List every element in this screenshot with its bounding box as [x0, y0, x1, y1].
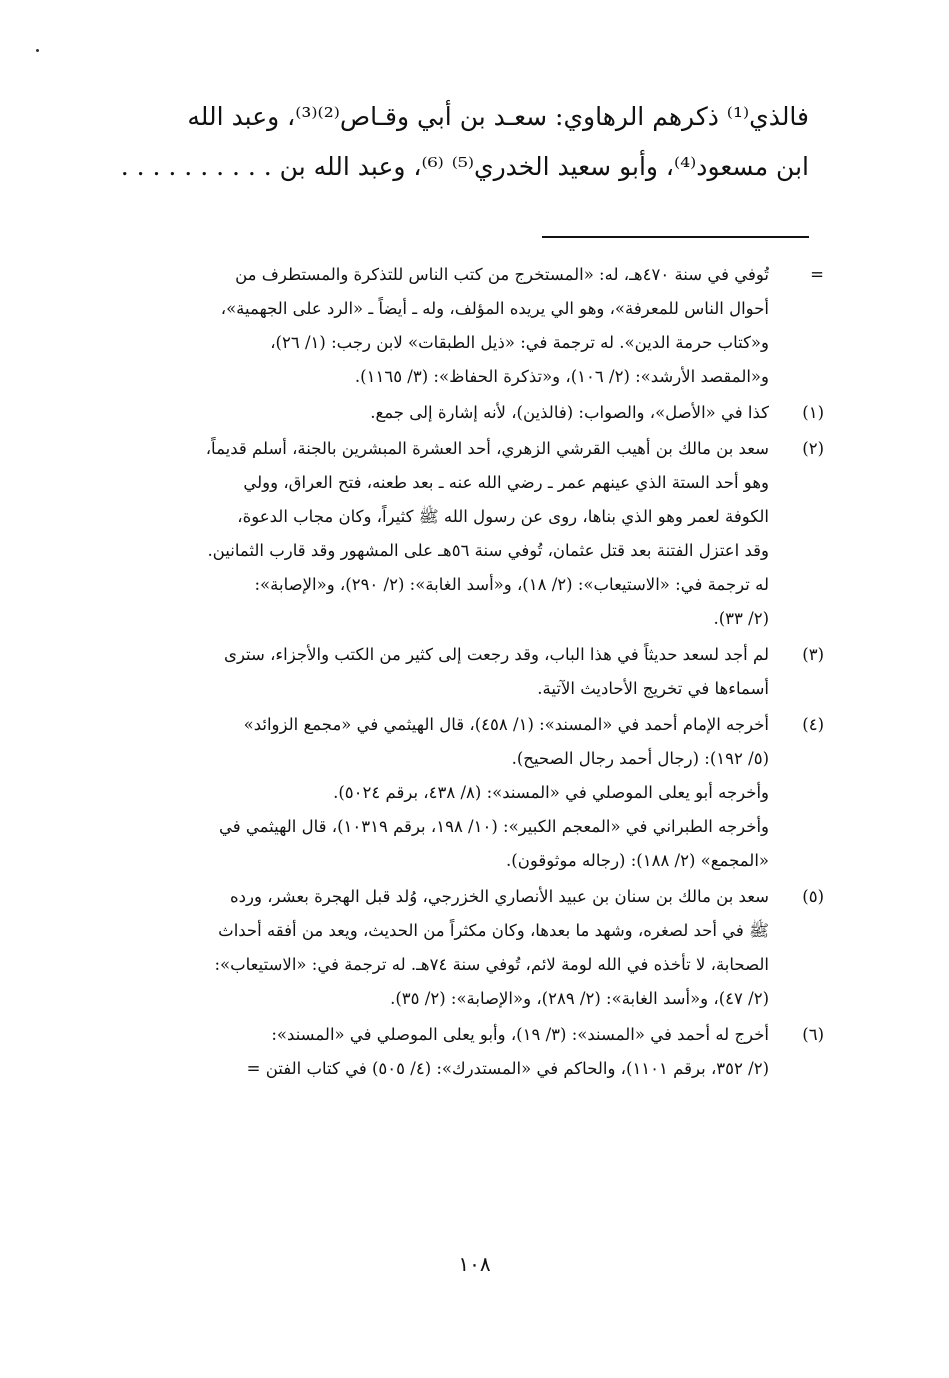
footnotes [110, 258, 824, 1088]
footnote-line: تُوفي في سنة ٤٧٠هـ، له: «المستخرج من كتب الناس للتذكرة والمستطرف من [235, 265, 769, 284]
footnote-line: أسماءها في تخريج الأحاديث الآتية. [537, 679, 769, 698]
footnote-6 [110, 1018, 824, 1086]
footnote-marker: (٣) [802, 645, 824, 664]
footnote-line: أحوال الناس للمعرفة»، وهو الي يريده المؤلف، وله ـ أيضاً ـ «الرد على الجهمية»، [220, 299, 769, 318]
footnote-line: الكوفة لعمر وهو الذي بناها، روى عن رسول الله ﷺ كثيراً، وكان مجاب الدعوة، [237, 507, 769, 526]
footnote-line: له ترجمة في: «الاستيعاب»: (٢/ ١٨)، و«أسد الغابة»: (٢/ ٢٩٠)، و«الإصابة»: [254, 575, 769, 594]
footnote-marker: (٥) [802, 887, 824, 906]
footnote-4 [110, 708, 824, 878]
footnote-line: سعد بن مالك بن أهيب القرشي الزهري، أحد العشرة المبشرين بالجنة، أسلم قديماً، [205, 439, 769, 458]
footnote-marker: (٦) [802, 1025, 824, 1044]
footnote-line: وهو أحد الستة الذي عينهم عمر ـ رضي الله عنه ـ بعد طعنه، فتح العراق، وولي [243, 473, 769, 492]
footnote-marker: = [810, 265, 824, 284]
footnote-marker: (٢) [802, 439, 824, 458]
footnote-line: و«كتاب حرمة الدين». له ترجمة في: «ذيل الطبقات» لابن رجب: (١/ ٢٦)، [270, 333, 769, 352]
footnote-line: (٢/ ٤٧)، و«أسد الغابة»: (٢/ ٢٨٩)، و«الإصابة»: (٢/ ٣٥). [390, 989, 769, 1008]
scan-speck [36, 49, 39, 52]
main-text [100, 92, 809, 192]
footnote-line: الصحابة، لا تأخذه في الله لومة لائم، تُوفي سنة ٧٤هـ. له ترجمة في: «الاستيعاب»: [214, 955, 769, 974]
main-text-line: فالذي⁽¹⁾ ذكرهم الرهاوي: سعـد بن أبي وقـاص⁽²⁾⁽³⁾، وعبد الله [187, 102, 809, 131]
footnote-divider [542, 236, 809, 238]
footnote-line: (٢/ ٣٥٢، برقم ١١٠١)، والحاكم في «المستدرك»: (٤/ ٥٠٥) في كتاب الفتن = [246, 1059, 769, 1078]
footnote-line: (٥/ ١٩٢): (رجال أحمد رجال الصحيح). [511, 749, 769, 768]
footnote-line: ﷺ في أحد لصغره، وشهد ما بعدها، وكان مكثراً من الحديث، ويعد من أفقه أحداث [218, 921, 769, 940]
footnote-line: كذا في «الأصل»، والصواب: (فالذين)، لأنه إشارة إلى جمع. [370, 403, 769, 422]
footnote-continuation [110, 258, 824, 394]
page-number: ١٠٨ [458, 1252, 491, 1276]
footnote-5 [110, 880, 824, 1016]
footnote-2 [110, 432, 824, 636]
footnote-line: و«المقصد الأرشد»: (٢/ ١٠٦)، و«تذكرة الحفاظ»: (٣/ ١١٦٥). [354, 367, 769, 386]
footnote-1 [110, 396, 824, 430]
footnote-marker: (٤) [802, 715, 824, 734]
footnote-marker: (١) [802, 403, 824, 422]
footnote-line: سعد بن مالك بن سنان بن عبيد الأنصاري الخزرجي، وُلد قبل الهجرة بعشر، ورده [230, 887, 769, 906]
footnote-3 [110, 638, 824, 706]
footnote-line: وقد اعتزل الفتنة بعد قتل عثمان، تُوفي سنة ٥٦هـ على المشهور وقد قارب الثمانين. [207, 541, 769, 560]
main-text-line: ابن مسعود⁽⁴⁾، وأبو سعيد الخدري⁽⁵⁾ ⁽⁶⁾، وعبد الله بن . . . . . . . . . . [120, 152, 809, 181]
footnote-line: (٢/ ٣٣). [713, 609, 769, 628]
footnote-line: أخرج له أحمد في «المسند»: (٣/ ١٩)، وأبو يعلى الموصلي في «المسند»: [271, 1025, 769, 1044]
footnote-line: وأخرجه الطبراني في «المعجم الكبير»: (١٠/ ١٩٨، برقم ١٠٣١٩)، قال الهيثمي في [219, 817, 769, 836]
footnote-line: أخرجه الإمام أحمد في «المسند»: (١/ ٤٥٨)، قال الهيثمي في «مجمع الزوائد» [243, 715, 769, 734]
footnote-line: «المجمع» (٢/ ١٨٨): (رجاله موثوقون). [506, 851, 769, 870]
footnote-line: وأخرجه أبو يعلى الموصلي في «المسند»: (٨/ ٤٣٨، برقم ٥٠٢٤). [333, 783, 769, 802]
footnote-line: لم أجد لسعد حديثاً في هذا الباب، وقد رجعت إلى كثير من الكتب والأجزاء، سترى [224, 645, 769, 664]
